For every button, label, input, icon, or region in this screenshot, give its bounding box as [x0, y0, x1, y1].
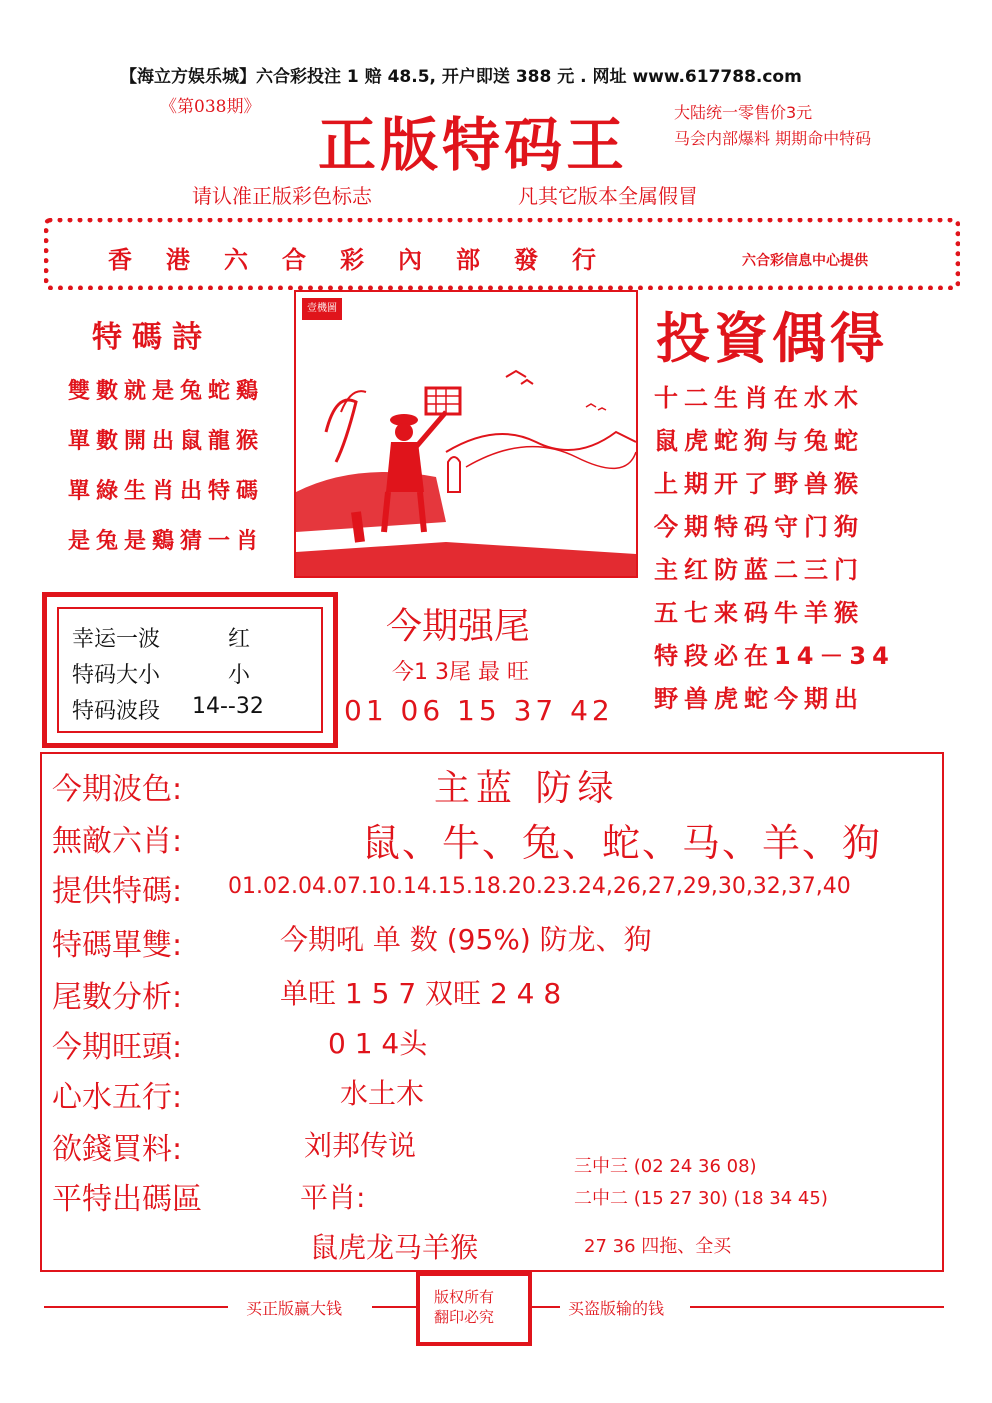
lucky-row-value: 红 [228, 627, 251, 652]
poem-line: 雙數就是兔蛇鷄 [68, 379, 265, 404]
insider-note: 马会内部爆料 期期命中特码 [674, 129, 872, 148]
strong-tail-title: 今期强尾 [386, 606, 531, 647]
invest-line: 上期开了野兽猴 [654, 470, 864, 498]
invest-line: 鼠虎蛇狗与兔蛇 [654, 427, 864, 455]
top-banner: 【海立方娱乐城】六合彩投注 1 赔 48.5, 开户即送 388 元 . 网址 www.617788.com [120, 67, 802, 87]
note-line: 三中三 (02 24 36 08) [574, 1156, 757, 1177]
invest-line: 野兽虎蛇今期出 [654, 685, 864, 713]
main-title: 正版特码王 [318, 111, 629, 179]
divider-line [690, 1306, 944, 1308]
poem-line: 單綠生肖出特碼 [68, 479, 265, 504]
lucky-row-label: 特码波段 [72, 699, 161, 724]
price-note: 大陆统一零售价3元 [674, 103, 813, 122]
invest-line: 今期特码守门狗 [654, 513, 864, 541]
seal-stamp: 壹機圖 [302, 298, 342, 320]
copyright-line: 版权所有 [434, 1288, 495, 1306]
verify-note-right: 凡其它版本全属假冒 [518, 184, 698, 208]
wuxing-label: 心水五行: [52, 1080, 183, 1115]
divider-line [530, 1306, 560, 1308]
hk-issue-text: 香港六合彩內部發行 [108, 246, 630, 274]
divider-line [44, 1306, 228, 1308]
wave-label: 今期波色: [52, 772, 183, 807]
special-label: 提供特碼: [52, 874, 183, 909]
invest-line: 特段必在14－34 [654, 642, 895, 670]
invest-line: 五七来码牛羊猴 [654, 599, 864, 627]
zodiac-label: 無敵六肖: [52, 824, 183, 859]
oddeven-label: 特碼單雙: [52, 928, 183, 963]
divider-line [372, 1306, 416, 1308]
invest-line: 主红防蓝二三门 [654, 556, 864, 584]
invest-title: 投資偶得 [656, 307, 888, 370]
oddeven-value: 今期吼 单 数 (95%) 防龙、狗 [280, 923, 652, 956]
illustration-box [294, 290, 638, 578]
issue-number: 《第038期》 [160, 97, 261, 117]
info-center-note: 六合彩信息中心提供 [742, 253, 868, 269]
buy-genuine-note: 买正版赢大钱 [246, 1299, 343, 1318]
head-label: 今期旺頭: [52, 1030, 183, 1065]
special-value: 01.02.04.07.10.14.15.18.20.23.24,26,27,29,30,32,37,40 [228, 874, 851, 899]
head-value: 0 1 4头 [328, 1027, 428, 1060]
money-label: 欲錢買料: [52, 1132, 183, 1167]
buy-pirate-note: 买盗版输的钱 [568, 1299, 665, 1318]
lucky-row-label: 幸运一波 [72, 627, 161, 652]
invest-line: 十二生肖在水木 [654, 384, 864, 412]
strong-tail-sub: 今1 3尾 最 旺 [392, 660, 529, 685]
poem-line: 是兔是鷄猜一肖 [68, 529, 265, 554]
flat-label: 平特出碼區 [52, 1182, 202, 1217]
poem-title: 特碼詩 [92, 320, 212, 355]
note-line: 二中二 (15 27 30) (18 34 45) [574, 1188, 828, 1209]
verify-note-left: 请认准正版彩色标志 [192, 184, 372, 208]
wave-value: 主蓝 防绿 [434, 768, 620, 809]
money-value: 刘邦传说 [304, 1129, 417, 1162]
flat-sub-label: 平肖: [300, 1181, 366, 1214]
tail-value: 单旺 1 5 7 双旺 2 4 8 [280, 977, 562, 1010]
copyright-line: 翻印必究 [434, 1308, 495, 1326]
zodiac-value: 鼠、牛、兔、蛇、马、羊、狗 [362, 821, 883, 865]
flat-zodiac-value: 鼠虎龙马羊猴 [310, 1231, 479, 1264]
strong-tail-numbers: 01 06 15 37 42 [344, 694, 614, 727]
wuxing-value: 水土木 [340, 1077, 425, 1110]
farmer-illustration [296, 292, 636, 576]
lucky-row-label: 特码大小 [72, 663, 161, 688]
tail-label: 尾數分析: [52, 980, 183, 1015]
lucky-row-value: 小 [228, 663, 251, 688]
note-line: 27 36 四拖、全买 [584, 1236, 732, 1257]
lucky-row-value: 14--32 [192, 694, 264, 719]
poem-line: 單數開出鼠龍猴 [68, 429, 265, 454]
